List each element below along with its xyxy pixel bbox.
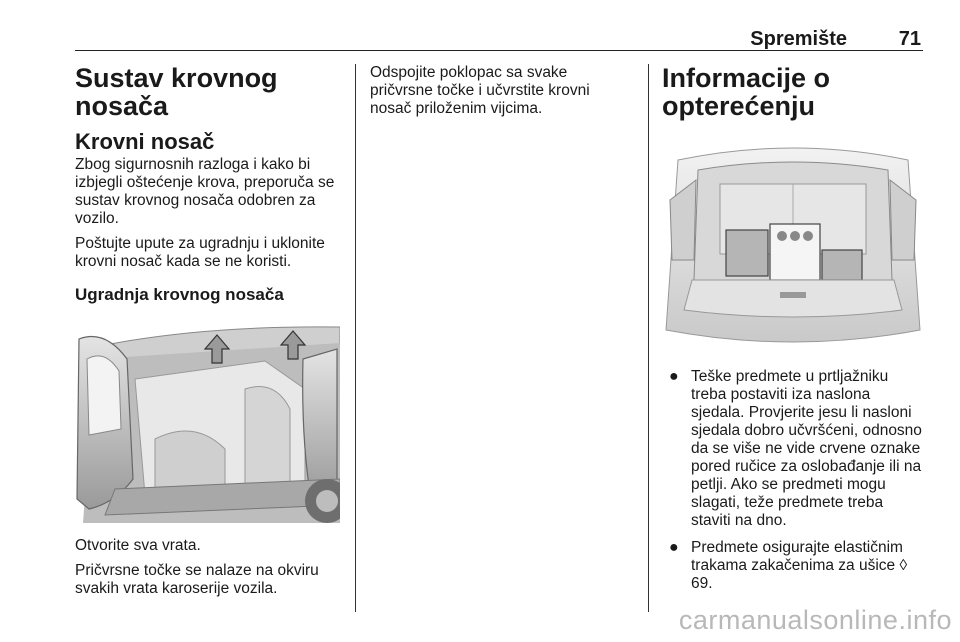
watermark: carmanualsonline.info bbox=[678, 605, 952, 635]
paragraph: Otvorite sva vrata. bbox=[75, 537, 201, 554]
trunk-load-illustration bbox=[662, 140, 924, 354]
paragraph: Poštujte upute za ugradnju i uklonite krovni nosač kada se ne koristi. bbox=[75, 235, 325, 270]
paragraph: Zbog sigurnosnih razloga i kako bi izbjegli oštećenje krova, preporuča se sustav krovnog nosača odobren za vozilo. bbox=[75, 156, 335, 227]
section-heading: Informacije o opterećenju bbox=[662, 63, 831, 121]
section-heading: Sustav krovnog nosača bbox=[75, 63, 278, 121]
car-doors-open-illustration bbox=[75, 319, 340, 523]
column-left bbox=[75, 64, 343, 605]
bullet-icon: ● bbox=[669, 368, 679, 385]
procedure-heading: Ugradnja krovnog nosača bbox=[75, 285, 284, 304]
bullet-icon: ● bbox=[669, 539, 679, 556]
paragraph: Pričvrsne točke se nalaze na okviru svakih vrata karoserije vozila. bbox=[75, 562, 319, 597]
column-divider bbox=[648, 64, 649, 612]
section-title: Spremište bbox=[750, 28, 847, 50]
column-middle bbox=[370, 64, 632, 125]
paragraph: Odspojite poklopac sa svake pričvrsne točke i učvrstite krovni nosač priloženim vijcima. bbox=[370, 64, 590, 117]
column-right bbox=[662, 64, 927, 602]
column-divider bbox=[355, 64, 356, 612]
bullet-list bbox=[662, 368, 927, 593]
page-header bbox=[75, 28, 923, 51]
page-number: 71 bbox=[898, 28, 921, 50]
subsection-heading: Krovni nosač bbox=[75, 129, 215, 154]
list-item: ● Predmete osigurajte elastičnim trakama zakačenima za ušice ◊ 69. bbox=[669, 539, 908, 592]
list-item: ● Teške predmete u prtljažniku treba postaviti iza naslona sjedala. Provjerite jesu li nasloni sjedala dobro učvršćeni, odnosno da se više ne vide crvene oznake pored ručice za oslobađanje ili na petlji. Ako se predmeti mogu slagati, teže predmete treba staviti na dno. bbox=[669, 368, 922, 529]
